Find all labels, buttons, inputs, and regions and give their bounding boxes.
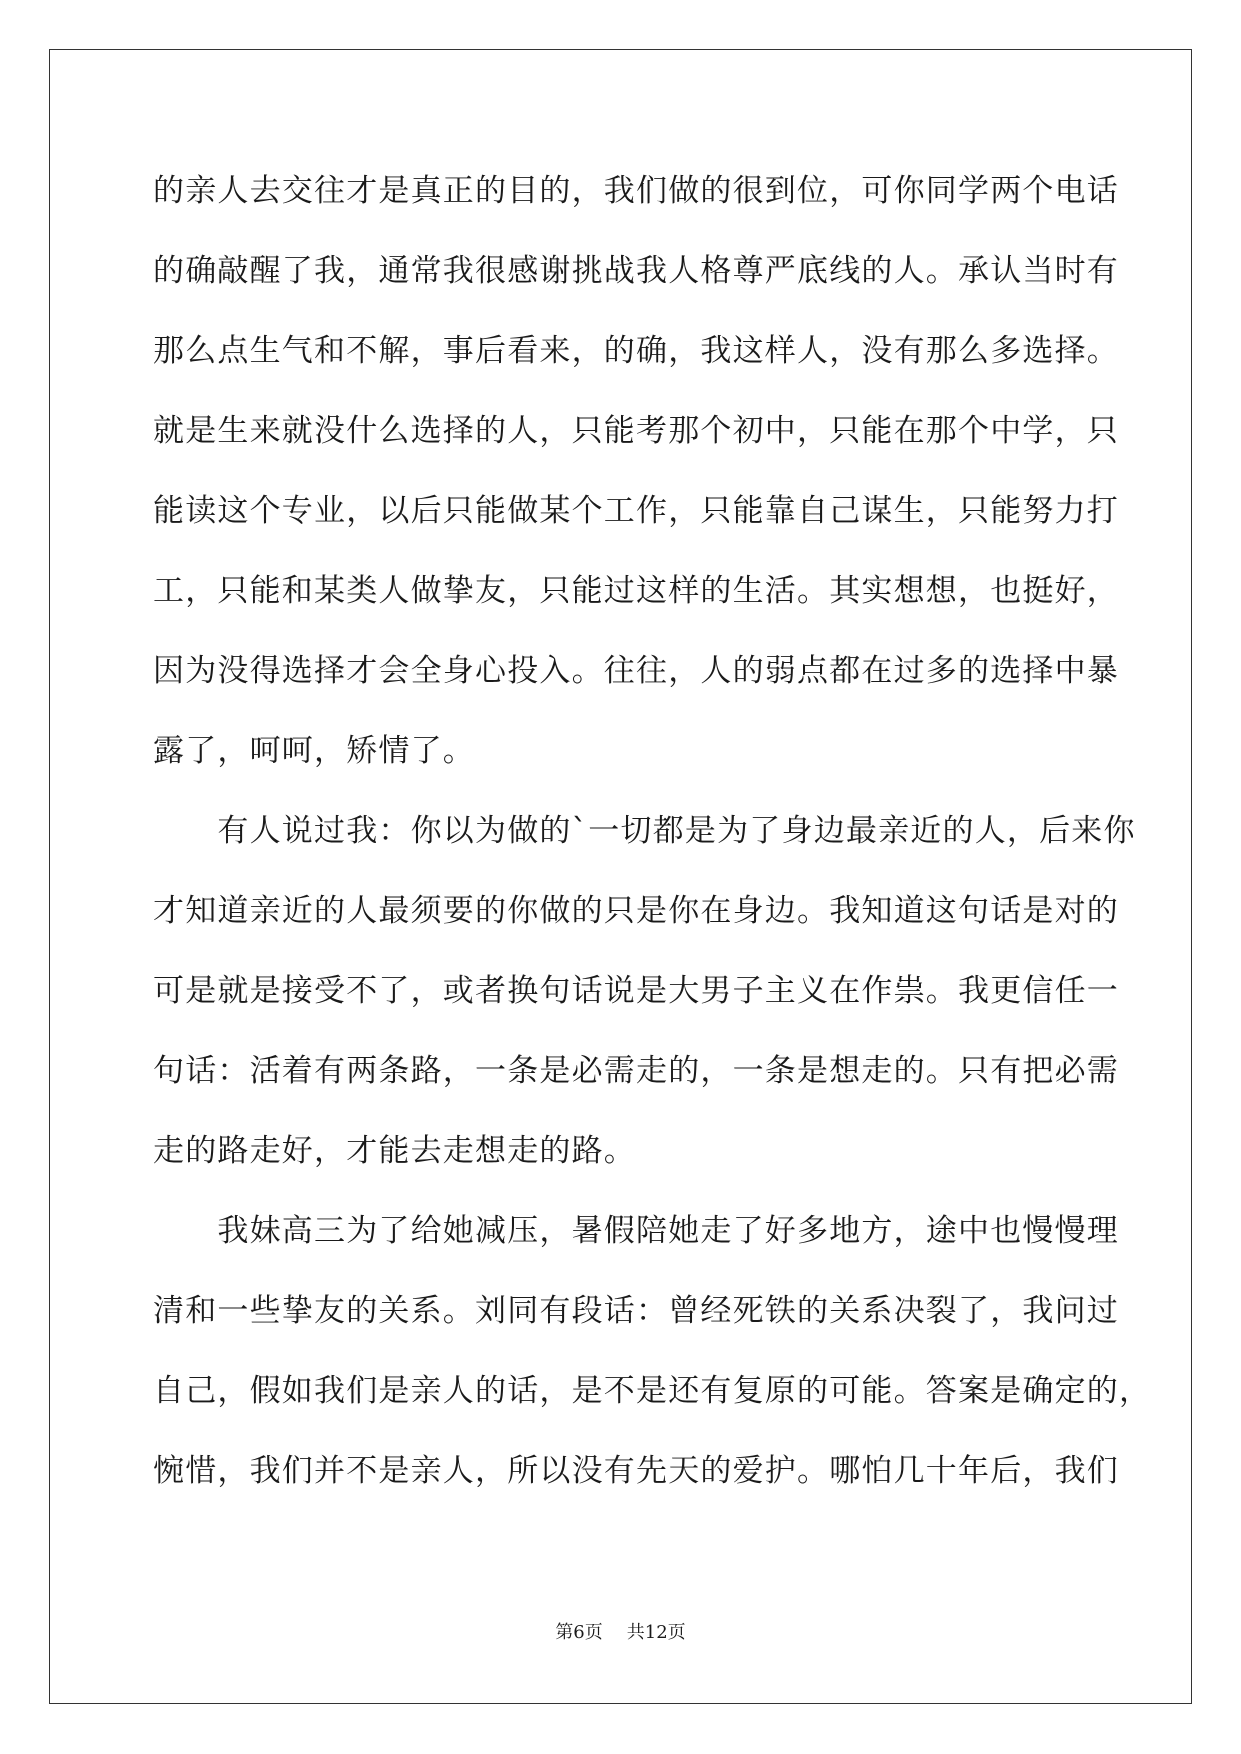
text-line: 就是生来就没什么选择的人，只能考那个初中，只能在那个中学，只 — [153, 413, 1119, 449]
document-body — [153, 163, 1152, 1523]
text-line: 因为没得选择才会全身心投入。往往，人的弱点都在过多的选择中暴 — [153, 653, 1119, 689]
page-total: 共12页 — [626, 1622, 686, 1643]
text-line: 自己，假如我们是亲人的话，是不是还有复原的可能。答案是确定的， — [153, 1373, 1152, 1409]
text-line: 能读这个专业，以后只能做某个工作，只能靠自己谋生，只能努力打 — [153, 493, 1119, 529]
text-line: 有人说过我：你以为做的`一切都是为了身边最亲近的人，后来你 — [153, 813, 1136, 849]
text-line: 惋惜，我们并不是亲人，所以没有先天的爱护。哪怕几十年后，我们 — [153, 1453, 1119, 1489]
text-line: 的亲人去交往才是真正的目的，我们做的很到位，可你同学两个电话 — [153, 173, 1119, 209]
text-line: 我妹高三为了给她减压，暑假陪她走了好多地方，途中也慢慢理 — [153, 1213, 1119, 1249]
page-footer — [0, 1618, 1241, 1644]
text-line: 句话：活着有两条路，一条是必需走的，一条是想走的。只有把必需 — [153, 1053, 1119, 1089]
text-line: 走的路走好，才能去走想走的路。 — [153, 1133, 636, 1169]
text-line: 的确敲醒了我，通常我很感谢挑战我人格尊严底线的人。承认当时有 — [153, 253, 1119, 289]
text-line: 才知道亲近的人最须要的你做的只是你在身边。我知道这句话是对的 — [153, 893, 1119, 929]
text-line: 露了，呵呵，矫情了。 — [153, 733, 475, 769]
text-line: 工，只能和某类人做挚友，只能过这样的生活。其实想想，也挺好， — [153, 573, 1119, 609]
page-number: 第6页 — [555, 1622, 603, 1643]
text-line: 可是就是接受不了，或者换句话说是大男子主义在作祟。我更信任一 — [153, 973, 1119, 1009]
text-line: 那么点生气和不解，事后看来，的确，我这样人，没有那么多选择。 — [153, 333, 1119, 369]
text-line: 清和一些挚友的关系。刘同有段话：曾经死铁的关系决裂了，我问过 — [153, 1293, 1119, 1329]
